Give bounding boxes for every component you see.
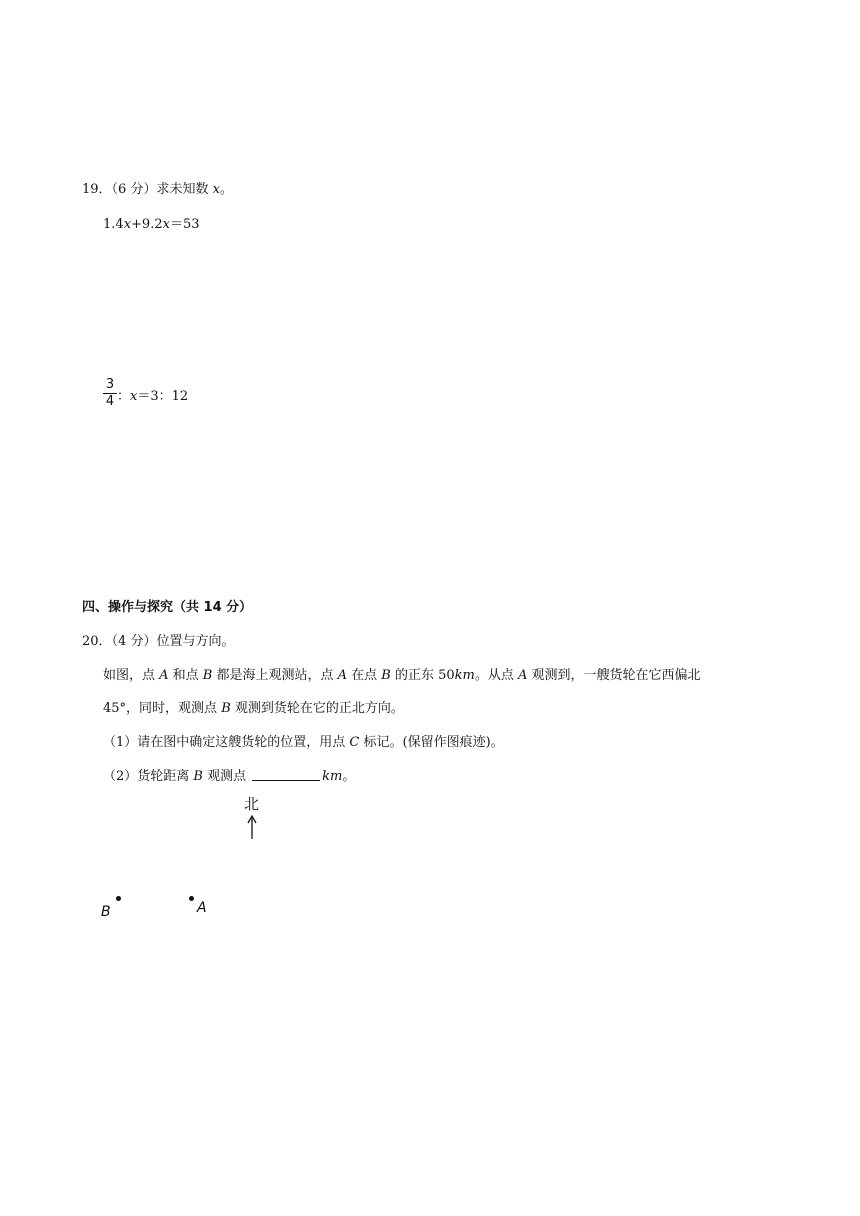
q20-sub-question-1: （1）请在图中确定这艘货轮的位置，用点 C 标记。(保留作图痕迹)。 bbox=[103, 735, 504, 750]
point-a-label: A bbox=[197, 900, 207, 916]
q20-paragraph-line-1: 如图，点 A 和点 B 都是海上观测站，点 A 在点 B 的正东 50km。从点 A 观测到，一艘货轮在它西偏北 bbox=[103, 668, 701, 683]
q20-sub-question-2: （2）货轮距离 B 观测点 km。 bbox=[103, 769, 356, 784]
fraction-three-quarters bbox=[103, 378, 117, 409]
section-title: 四、操作与探究（共 14 分） bbox=[82, 600, 253, 615]
q19-equation-2: ：x＝3：12 bbox=[117, 389, 189, 404]
point-a-dot bbox=[189, 896, 194, 901]
q20-header: 20．（4 分）位置与方向。 bbox=[82, 634, 235, 649]
fraction-numerator: 3 bbox=[105, 377, 115, 392]
q19-header: 19．（6 分）求未知数 x。 bbox=[82, 182, 233, 197]
north-label: 北 bbox=[244, 795, 260, 813]
fraction-denominator: 4 bbox=[105, 394, 115, 409]
north-arrow-icon bbox=[245, 814, 259, 840]
point-b-dot bbox=[116, 896, 121, 901]
q20-paragraph-line-2: 45°，同时，观测点 B 观测到货轮在它的正北方向。 bbox=[103, 701, 404, 716]
point-b-label: B bbox=[101, 904, 111, 920]
answer-blank[interactable] bbox=[252, 768, 320, 781]
q19-equation-1: 1.4x+9.2x＝53 bbox=[103, 217, 200, 232]
